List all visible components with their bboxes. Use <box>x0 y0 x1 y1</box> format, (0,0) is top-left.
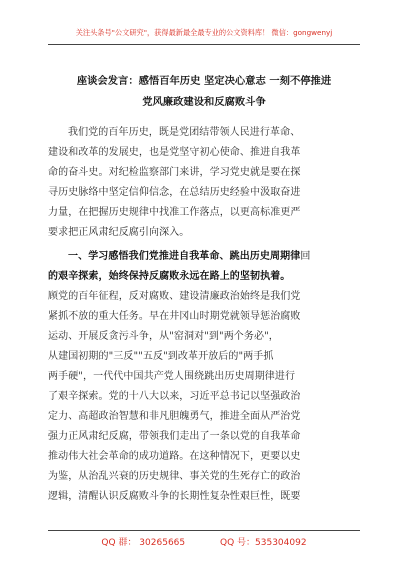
header-divider <box>48 44 360 45</box>
section-body-line <box>48 427 408 442</box>
document-title-line-1: 座谈会发言：感悟百年历史 坚定决心意志 一刻不停推进 <box>76 75 332 87</box>
section-heading-line <box>48 267 408 282</box>
paragraph-line <box>68 123 408 138</box>
footer-qq-group: QQ 群： 30265665 <box>101 538 186 548</box>
paragraph-line <box>48 223 408 238</box>
section-body-line-text: 了艰辛探索。党的十八大以来，习近平总书记以坚强政治 <box>48 391 301 402</box>
document-title-line-2: 党风廉政建设和反腐败斗争 <box>142 96 266 108</box>
paragraph-line-text: 命的奋斗史。对纪检监察部门来讲，学习党史就是要在探 <box>48 167 301 178</box>
section-body-line-text: 强力正风肃纪反腐，带领我们走出了一条以党的自我革命 <box>48 431 301 442</box>
paragraph-line <box>48 203 408 218</box>
paragraph-line-text: 要求把正风肃纪反腐引向深入。 <box>48 227 190 238</box>
paragraph-line <box>48 143 408 158</box>
section-body-line-text: 两手硬"，一代代中国共产党人围绕跳出历史周期律进行 <box>48 371 296 382</box>
section-body-line-text: 运动、开展反贪污斗争，从"窑洞对"到"两个务必"， <box>48 331 279 342</box>
section-heading-line <box>68 247 408 262</box>
section-heading-line-suffix: 回 <box>300 251 311 262</box>
section-body-line-text: 顾党的百年征程，反对腐败、建设清廉政治始终是我们党 <box>48 291 301 302</box>
section-body-line <box>48 327 408 342</box>
paragraph-line-text: 寻历史脉络中坚定信仰信念，在总结历史经验中汲取奋进 <box>48 187 301 198</box>
footer-qq-number: QQ 号：535304092 <box>220 538 307 548</box>
section-body-line <box>48 287 408 302</box>
paragraph-line <box>48 163 408 178</box>
section-body-line <box>48 487 408 502</box>
paragraph-line-text: 力量，在把握历史规律中找准工作落点，以更高标准更严 <box>48 207 301 218</box>
footer <box>0 535 408 548</box>
section-body-line-text: 推动伟大社会革命的成功道路。在这种情况下，更要以史 <box>48 451 301 462</box>
section-body-line-text: 紧抓不放的重大任务。早在井冈山时期党就领导惩治腐败 <box>48 311 301 322</box>
section-body-line-text: 为鉴，从治乱兴衰的历史规律、事关党的生死存亡的政治 <box>48 471 301 482</box>
section-heading-line-text: 一、学习感悟我们党推进自我革命、跳出历史周期律 <box>68 251 301 262</box>
section-body-line <box>48 307 408 322</box>
footer-divider <box>48 530 360 531</box>
section-body-line <box>48 447 408 462</box>
section-body-line <box>48 347 408 362</box>
section-body-line <box>48 467 408 482</box>
section-body-line-text: 从建国初期的"三反""五反"到改革开放后的"两手抓 <box>48 351 274 362</box>
section-heading-line-text: 的艰辛探索，始终保持反腐败永远在路上的坚韧执着。 <box>48 271 291 282</box>
section-body-line <box>48 407 408 422</box>
paragraph-line-text: 建设和改革的发展史，也是党坚守初心使命、推进自我革 <box>48 147 301 158</box>
header-note: 关注头条号"公文研究"，获得最新最全最专业的公文资料库！ 微信：gongwenyj <box>75 28 333 37</box>
section-body-line-text: 定力、高超政治智慧和非凡胆魄勇气，推进全面从严治党 <box>48 411 301 422</box>
section-body-line <box>48 367 408 382</box>
section-body-line-text: 逻辑，清醒认识反腐败斗争的长期性复杂性艰巨性，既要 <box>48 491 301 502</box>
paragraph-line <box>48 183 408 198</box>
section-body-line <box>48 387 408 402</box>
paragraph-line-text: 我们党的百年历史，既是党团结带领人民进行革命、 <box>68 127 301 138</box>
